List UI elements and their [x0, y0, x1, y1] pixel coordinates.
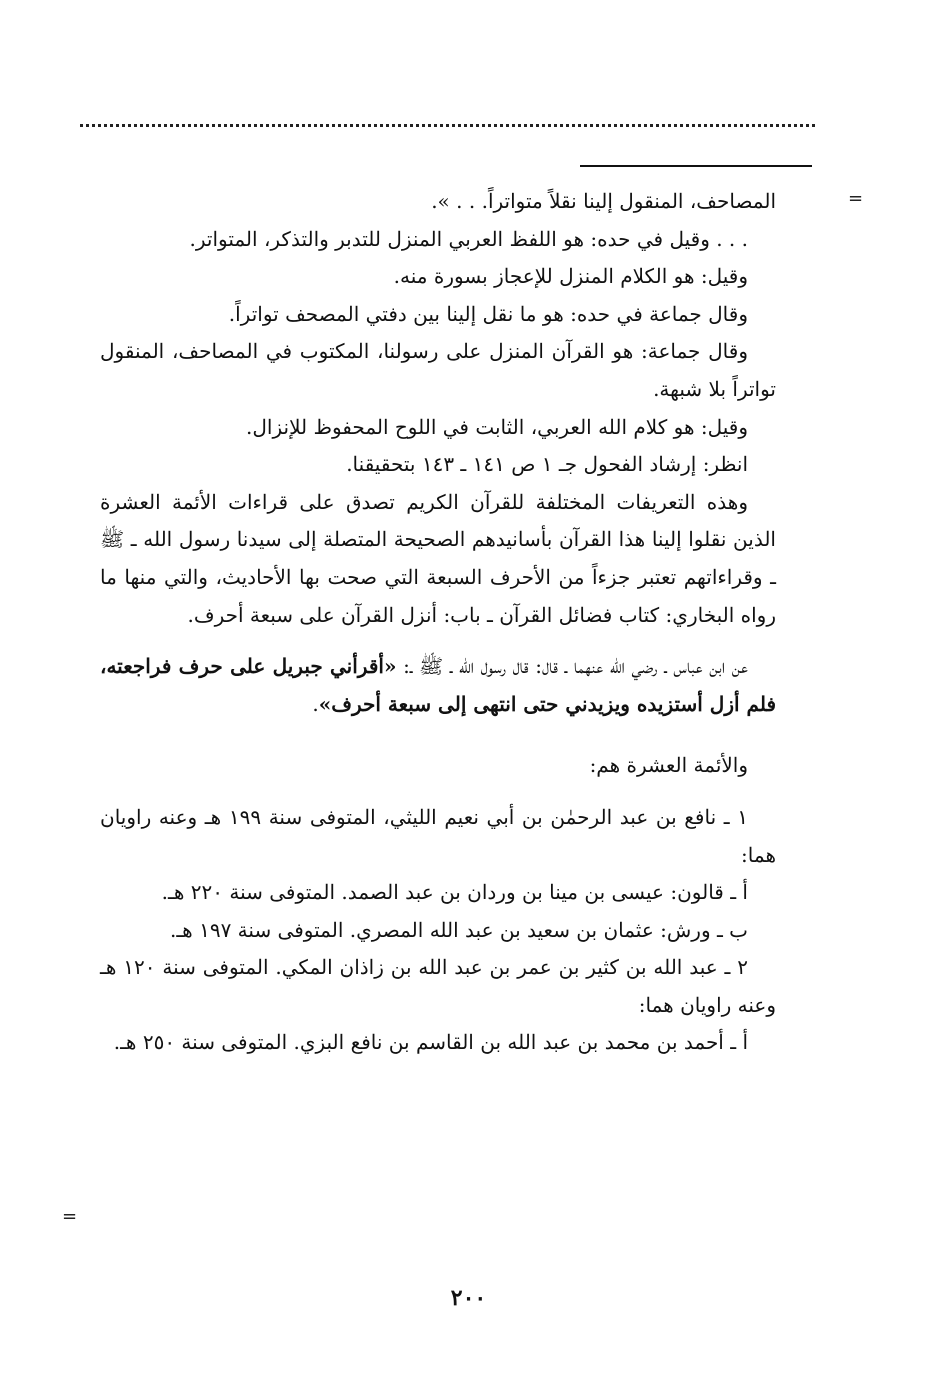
continuation-mark-bottom: = — [62, 1206, 78, 1227]
paragraph: وقيل: هو الكلام المنزل للإعجاز بسورة منه. — [393, 264, 748, 289]
list-item: أ ـ قالون: عيسى بن مينا بن وردان بن عبد الصمد. المتوفى سنة ٢٢٠ هـ. — [161, 880, 748, 905]
list-item: ١ ـ نافع بن عبد الرحمٰن بن أبي نعيم الليثي، المتوفى سنة ١٩٩ هـ وعنه راويان هما: — [100, 804, 776, 867]
paragraph-continuation: المصاحف، المنقول إلينا نقلاً متواتراً. . . ». — [431, 189, 776, 213]
paragraph: . . . وقيل في حده: هو اللفظ العربي المنزل للتدبر والتذكر، المتواتر. — [189, 226, 748, 251]
hadith-end: . — [312, 691, 319, 716]
list-item: أ ـ أحمد بن محمد بن عبد الله بن القاسم بن نافع البزي. المتوفى سنة ٢٥٠ هـ. — [113, 1030, 748, 1055]
paragraph: وهذه التعريفات المختلفة للقرآن الكريم تصدق على قراءات الأئمة العشرة الذين نقلوا إلينا هذا القرآن بأسانيدهم الصحيحة المتصلة إلى سيدنا رسول الله ـ ﷺ ـ وقراءاتهم تعتبر جزءاً من الأحرف السبعة التي صحت بها الأحاديث، والتي منها ما رواه البخاري: كتاب فضائل القرآن ـ باب: أنزل القرآن على سبعة أحرف. — [100, 489, 776, 627]
list-item: ب ـ ورش: عثمان بن سعيد بن عبد الله المصري. المتوفى سنة ١٩٧ هـ. — [169, 917, 748, 942]
page-number: ٢٠٠ — [450, 1285, 487, 1311]
header-dotted-rule — [80, 124, 815, 127]
hadith-intro: عن ابن عباس ـ رضي الله عنهما ـ قال: قال رسول الله ـ ﷺ ـ: — [403, 654, 749, 679]
reference-paragraph: انظر: إرشاد الفحول جـ ١ ص ١٤١ ـ ١٤٣ بتحقيقنا. — [346, 452, 748, 477]
paragraph: وقال جماعة: هو القرآن المنزل على رسولنا، المكتوب في المصاحف، المنقول تواتراً بلا شبهة. — [100, 339, 776, 401]
hadith-quote: «أقرأني جبريل على حرف فراجعته، فلم أزل أستزيده ويزيدني حتى انتهى إلى سبعة أحرف» — [100, 654, 776, 716]
paragraph: وقيل: هو كلام الله العربي، الثابت في اللوح المحفوظ للإنزال. — [246, 414, 748, 439]
footnote-text — [100, 183, 776, 1062]
list-item: ٢ ـ عبد الله بن كثير بن عمر بن عبد الله بن زاذان المكي. المتوفى سنة ١٢٠ هـ وعنه راويان هما: — [100, 955, 776, 1017]
footnote-separator — [580, 165, 812, 167]
hadith-paragraph — [100, 648, 776, 723]
continuation-mark-top: = — [848, 188, 864, 209]
paragraph: وقال جماعة في حده: هو ما نقل إلينا بين دفتي المصحف تواتراً. — [228, 301, 748, 326]
imams-heading: والأئمة العشرة هم: — [589, 753, 748, 778]
